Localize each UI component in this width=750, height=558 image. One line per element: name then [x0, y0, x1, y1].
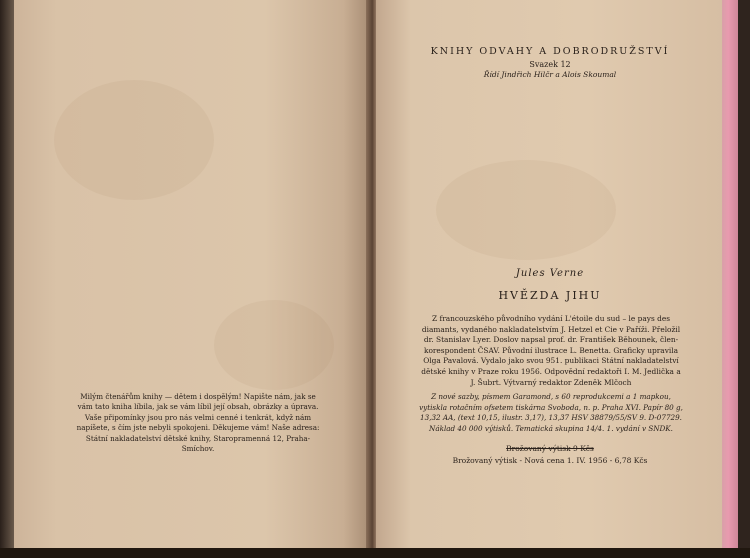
left-page: [14, 0, 372, 552]
paper-stain: [54, 80, 214, 200]
series-title: KNIHY ODVAHY A DOBRODRUŽSTVÍ: [430, 46, 670, 57]
book-title: HVĚZDA JIHU: [498, 289, 602, 302]
paper-stain: [214, 300, 334, 390]
printing-details: Z nové sazby, písmem Garamond, s 60 reprodukcemi a 1 mapkou, vytiskla rotačním ofsetem tiskárna Svoboda, n. p. Praha XVI. Papír 80 g, 13,32 AA, (text 10,15, ilustr. 3,17), 13,37 HSV 38879/55/SV 9. D-07729. Náklad 40 000 výtisků. Tematická skupina 14/4. 1. vydání v SNDK.: [419, 392, 683, 433]
bottom-shadow: [0, 548, 750, 558]
price-new: Brožovaný výtisk - Nová cena 1. IV. 1956 - 6,78 Kčs: [452, 456, 648, 465]
price-old: Brožovaný výtisk 9 Kčs: [506, 444, 594, 453]
author-name: Jules Verne: [515, 268, 585, 279]
page-edge-pink: [722, 0, 738, 548]
series-editors: Řídí Jindřich Hilčr a Alois Skoumal: [483, 70, 617, 79]
reader-note: Milým čtenářům knihy — dětem i dospělým! Napište nám, jak se vám tato kniha líbila, jak se vám líbil její obsah, obrázky a úprava. Vaše připomínky jsou pro nás velmi cenné i tenkrát, když nám napíšete, s čím jste nebyli spokojeni. Děkujeme vám! Naše adresa: Státní nakladatelství dětské knihy, Staropramenná 12, Praha-Smíchov.: [76, 392, 320, 454]
paper-stain: [436, 160, 616, 260]
volume-number: Svazek 12: [529, 60, 571, 69]
imprint-text: Z francouzského původního vydání L'étoile du sud – le pays des diamants, vydaného nakladatelstvím J. Hetzel et Cie v Paříži. Přeložil dr. Stanislav Lyer. Doslov napsal prof. dr. František Běhounek, člen-korespondent ČSAV. Původní ilustrace L. Benetta. Graficky upravila Olga Pavalová. Vydalo jako svou 951. publikaci Státní nakladatelství dětské knihy v Praze roku 1956. Odpovědní redaktoři I. M. Jedlička a J. Šubrt. Výtvarný redaktor Zdeněk Mlčoch: [421, 314, 681, 387]
